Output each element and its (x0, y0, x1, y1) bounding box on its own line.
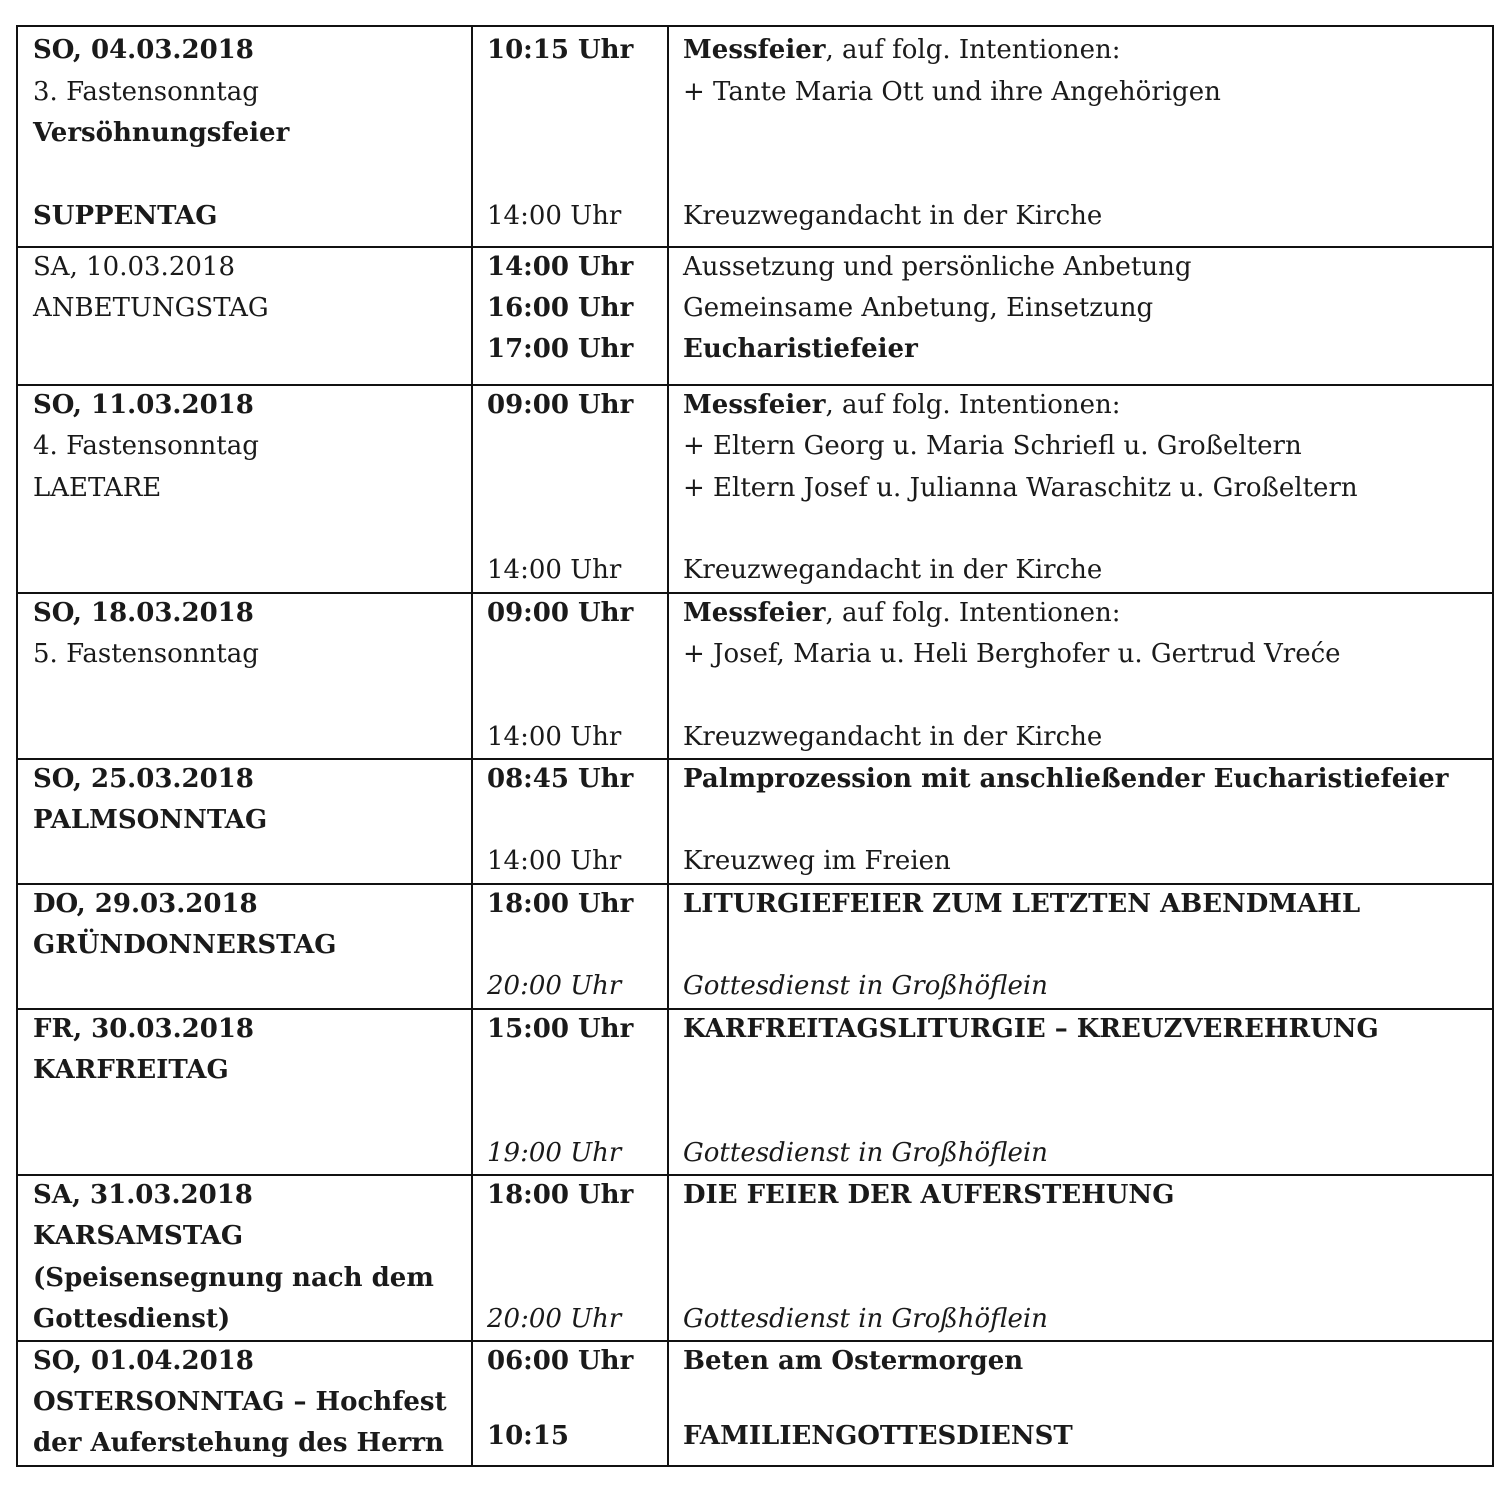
event-entry: KARFREITAGSLITURGIE – KREUZVEREHRUNG (683, 1014, 1379, 1044)
row-day: 3. Fastensonntag (33, 77, 259, 107)
event-entry: Kreuzwegandacht in der Kirche (683, 555, 1103, 585)
event-title: Messfeier (683, 390, 826, 420)
event-cell (667, 248, 1492, 384)
date-cell (18, 1176, 473, 1340)
table-row (16, 758, 1494, 883)
event-cell (667, 1010, 1492, 1174)
table-row (16, 246, 1494, 384)
table-row (16, 25, 1494, 246)
date-cell (18, 885, 473, 1008)
event-entry: Gottesdienst in Großhöflein (683, 971, 1048, 1001)
time-entry: 14:00 Uhr (487, 722, 622, 752)
time-cell (471, 1176, 669, 1340)
time-cell (471, 386, 669, 592)
event-entry: Palmprozession mit anschließender Eucharistiefeier (683, 764, 1449, 794)
time-entry: 08:45 Uhr (487, 764, 634, 794)
time-entry: 19:00 Uhr (487, 1138, 622, 1168)
row-extra: Gottesdienst) (33, 1304, 231, 1334)
event-cell (667, 1176, 1492, 1340)
time-entry: 10:15 (487, 1421, 569, 1451)
time-entry: 20:00 Uhr (487, 1304, 622, 1334)
time-entry: 14:00 Uhr (487, 201, 622, 231)
row-extra: SUPPENTAG (33, 201, 218, 231)
date-cell (18, 1342, 473, 1465)
event-entry (683, 35, 1121, 65)
time-entry: 09:00 Uhr (487, 598, 634, 628)
table-row (16, 1008, 1494, 1174)
event-entry: Beten am Ostermorgen (683, 1346, 1024, 1376)
event-suffix: , auf folg. Intentionen: (825, 35, 1121, 65)
date-cell (18, 760, 473, 883)
row-note: LAETARE (33, 473, 162, 503)
row-date: SO, 25.03.2018 (33, 764, 254, 794)
event-cell (667, 27, 1492, 246)
event-entry: + Eltern Georg u. Maria Schriefl u. Großeltern (683, 431, 1302, 461)
row-day: PALMSONNTAG (33, 805, 268, 835)
row-note: der Auferstehung des Herrn (33, 1428, 444, 1458)
table-row (16, 1340, 1494, 1467)
event-entry: + Eltern Josef u. Julianna Waraschitz u. Großeltern (683, 473, 1358, 503)
date-cell (18, 1010, 473, 1174)
time-entry: 14:00 Uhr (487, 555, 622, 585)
event-title: Messfeier (683, 35, 826, 65)
date-cell (18, 594, 473, 758)
row-date: SA, 31.03.2018 (33, 1180, 253, 1210)
time-cell (471, 885, 669, 1008)
row-day: 5. Fastensonntag (33, 639, 259, 669)
event-entry: Gottesdienst in Großhöflein (683, 1304, 1048, 1334)
event-entry: Gemeinsame Anbetung, Einsetzung (683, 293, 1154, 323)
event-entry: Gottesdienst in Großhöflein (683, 1138, 1048, 1168)
row-day: 4. Fastensonntag (33, 431, 259, 461)
row-date: SO, 18.03.2018 (33, 598, 254, 628)
time-cell (471, 594, 669, 758)
time-cell (471, 1342, 669, 1465)
event-entry: FAMILIENGOTTESDIENST (683, 1421, 1073, 1451)
event-cell (667, 386, 1492, 592)
row-date: DO, 29.03.2018 (33, 889, 258, 919)
event-entry: LITURGIEFEIER ZUM LETZTEN ABENDMAHL (683, 889, 1361, 919)
event-entry: Kreuzweg im Freien (683, 846, 951, 876)
event-cell (667, 885, 1492, 1008)
time-cell (471, 248, 669, 384)
row-day: OSTERSONNTAG – Hochfest (33, 1387, 447, 1417)
time-entry: 15:00 Uhr (487, 1014, 634, 1044)
row-date: SA, 10.03.2018 (33, 252, 235, 282)
row-day: ANBETUNGSTAG (33, 293, 269, 323)
time-cell (471, 760, 669, 883)
table-row (16, 883, 1494, 1008)
time-entry: 06:00 Uhr (487, 1346, 634, 1376)
row-date: SO, 01.04.2018 (33, 1346, 254, 1376)
table-row (16, 384, 1494, 592)
table-row (16, 1174, 1494, 1340)
event-entry (683, 598, 1121, 628)
time-entry: 17:00 Uhr (487, 334, 634, 364)
date-cell (18, 27, 473, 246)
event-entry: DIE FEIER DER AUFERSTEHUNG (683, 1180, 1175, 1210)
date-cell (18, 248, 473, 384)
event-entry (683, 390, 1121, 420)
event-entry: Eucharistiefeier (683, 334, 918, 364)
event-title: Messfeier (683, 598, 826, 628)
event-entry: Kreuzwegandacht in der Kirche (683, 201, 1103, 231)
event-entry: + Josef, Maria u. Heli Berghofer u. Gertrud Vreće (683, 639, 1341, 669)
event-suffix: , auf folg. Intentionen: (825, 390, 1121, 420)
row-day: KARSAMSTAG (33, 1221, 244, 1251)
event-entry: Kreuzwegandacht in der Kirche (683, 722, 1103, 752)
date-cell (18, 386, 473, 592)
event-cell (667, 1342, 1492, 1465)
event-entry: Aussetzung und persönliche Anbetung (683, 252, 1192, 282)
time-entry: 20:00 Uhr (487, 971, 622, 1001)
row-day: KARFREITAG (33, 1055, 229, 1085)
event-cell (667, 760, 1492, 883)
row-day: GRÜNDONNERSTAG (33, 930, 337, 960)
time-entry: 16:00 Uhr (487, 293, 634, 323)
row-date: FR, 30.03.2018 (33, 1014, 254, 1044)
row-note: (Speisensegnung nach dem (33, 1263, 434, 1293)
row-note: Versöhnungsfeier (33, 118, 290, 148)
event-suffix: , auf folg. Intentionen: (825, 598, 1121, 628)
time-entry: 09:00 Uhr (487, 390, 634, 420)
table-row (16, 592, 1494, 758)
time-entry: 18:00 Uhr (487, 1180, 634, 1210)
event-cell (667, 594, 1492, 758)
time-entry: 14:00 Uhr (487, 846, 622, 876)
row-date: SO, 04.03.2018 (33, 35, 254, 65)
event-entry: + Tante Maria Ott und ihre Angehörigen (683, 77, 1221, 107)
time-cell (471, 1010, 669, 1174)
row-date: SO, 11.03.2018 (33, 390, 254, 420)
time-entry: 18:00 Uhr (487, 889, 634, 919)
time-entry: 14:00 Uhr (487, 252, 634, 282)
time-entry: 10:15 Uhr (487, 35, 634, 65)
time-cell (471, 27, 669, 246)
